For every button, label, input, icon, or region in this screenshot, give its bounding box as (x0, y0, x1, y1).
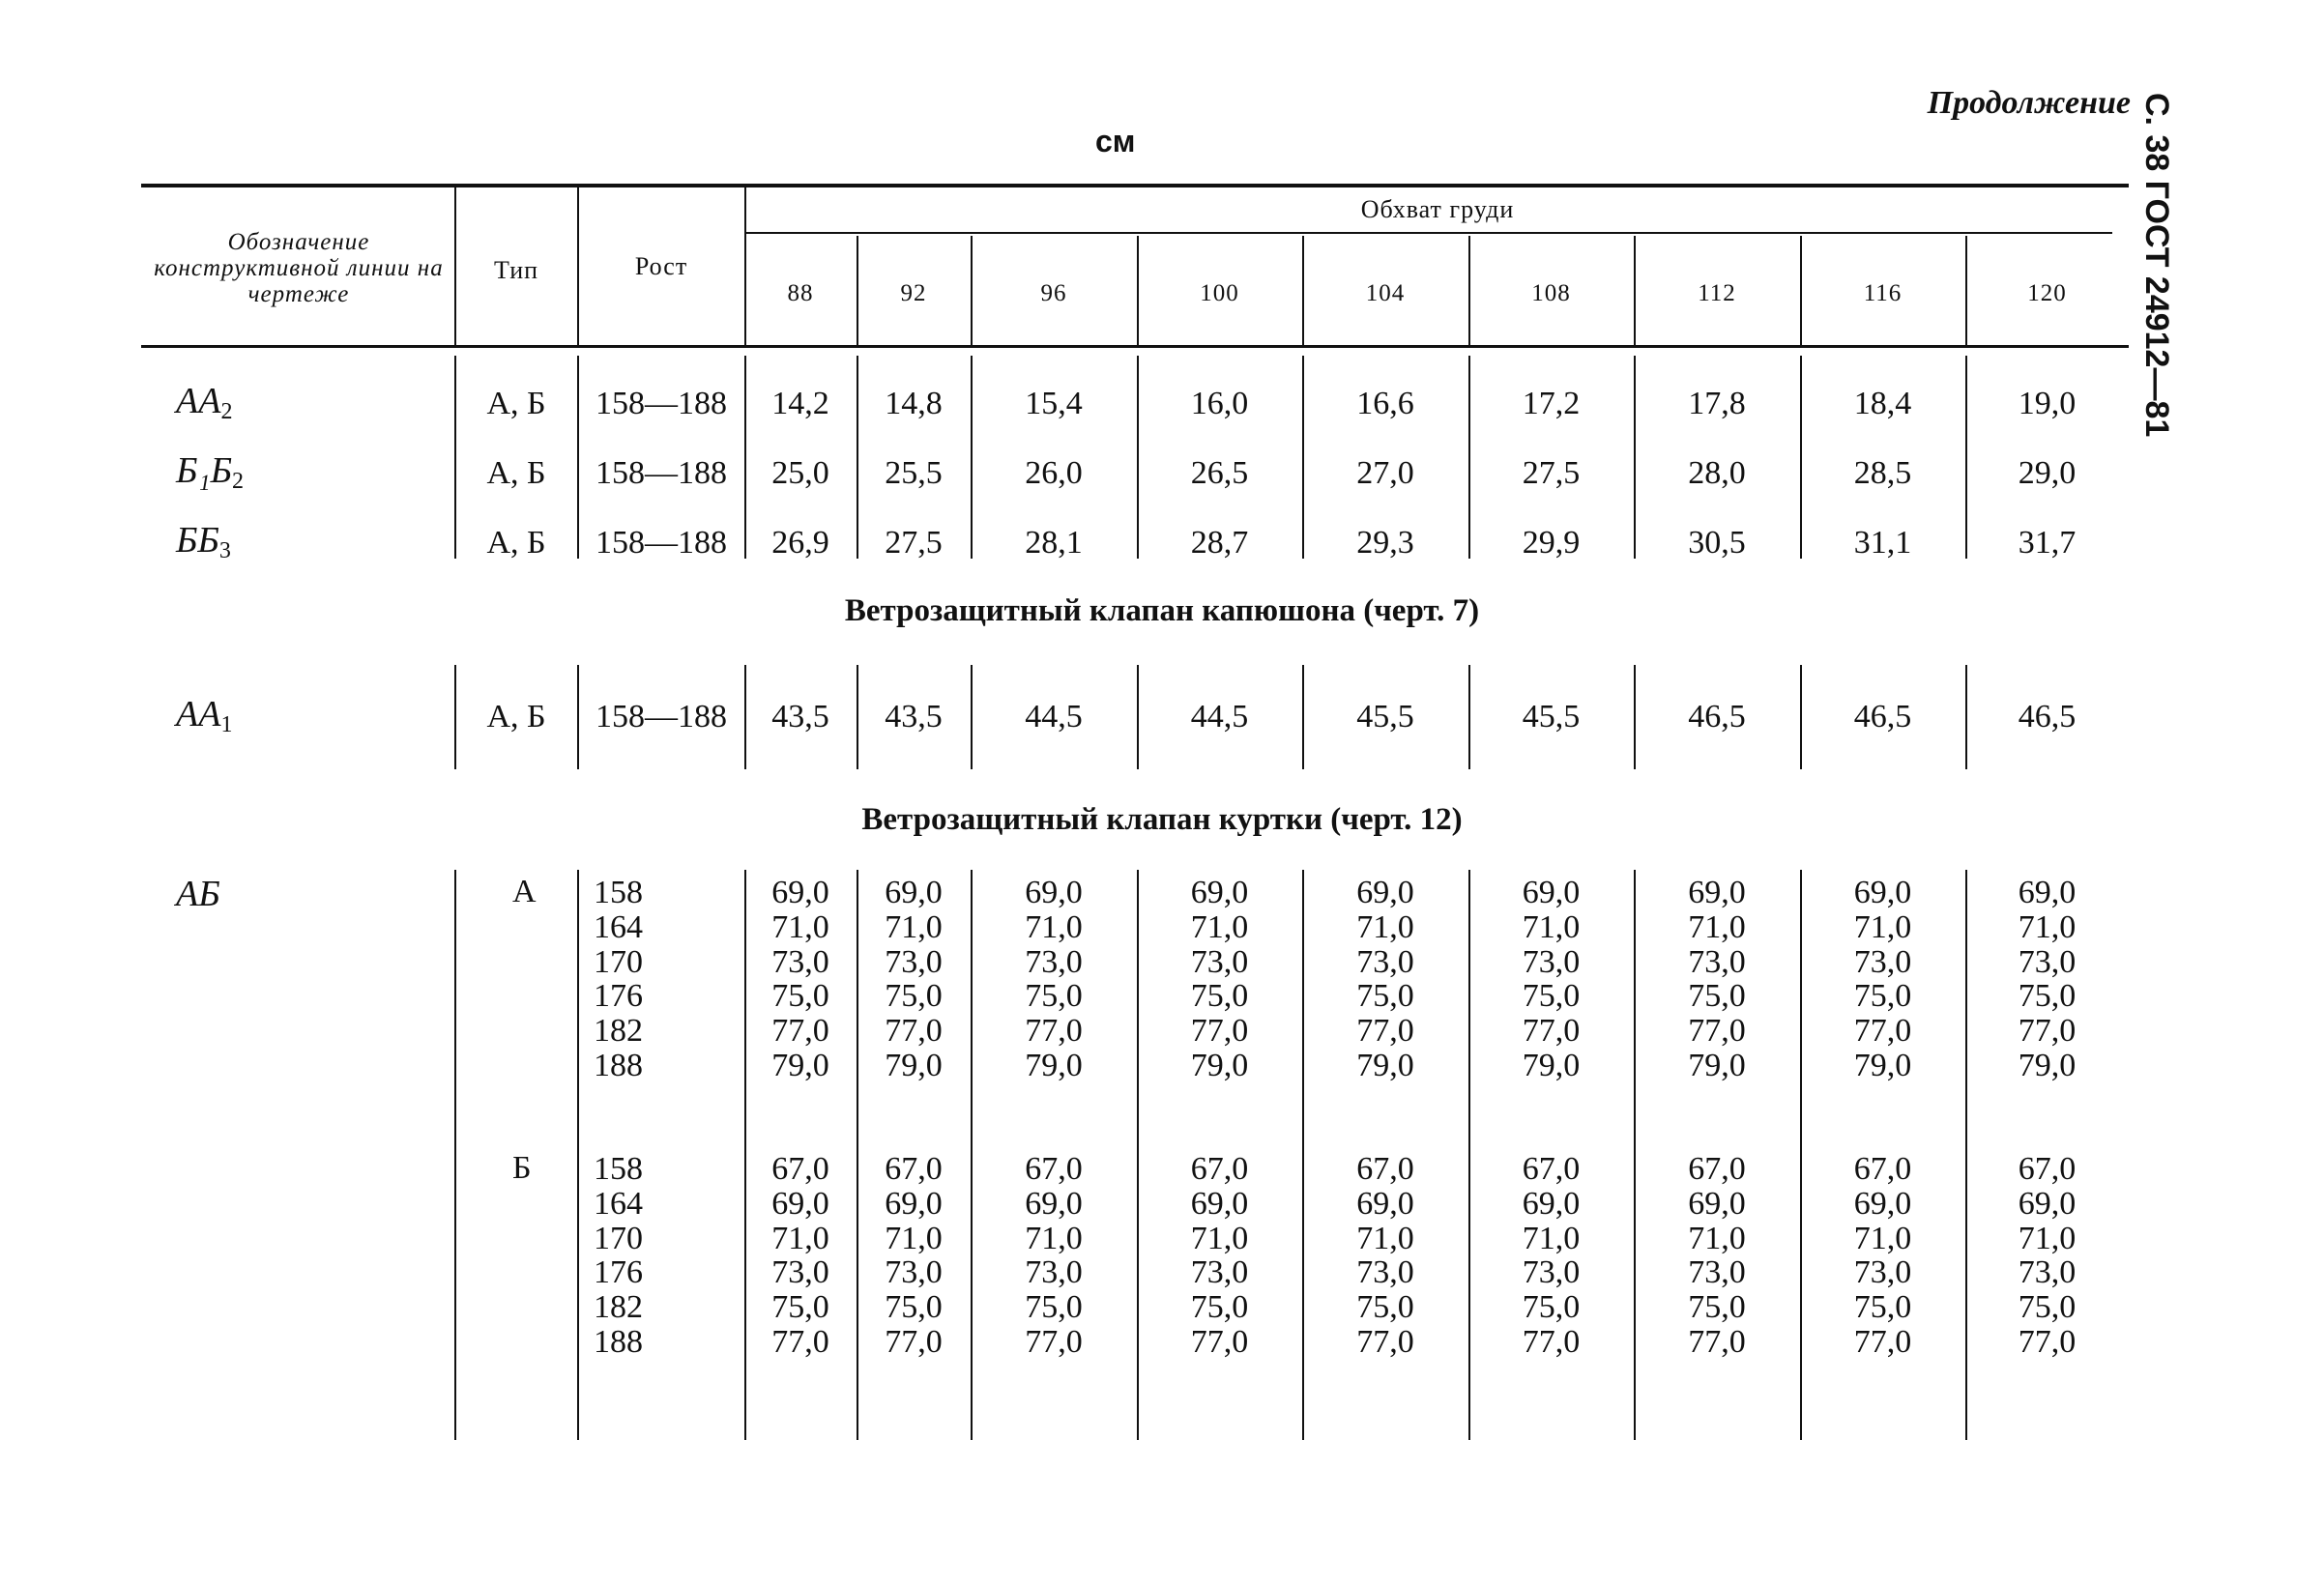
table-cell: 16,0 (1190, 386, 1249, 421)
table-cell: 71,0 (1190, 1220, 1249, 1256)
table-cell: 67,0 (771, 1151, 829, 1187)
header-designation: Обозначение конструктивной линии на чертеже (154, 228, 444, 307)
table-cell: 75,0 (1688, 1289, 1746, 1326)
table-cell: 79,0 (771, 1047, 829, 1083)
row-designation: АБ (176, 874, 220, 914)
table-cell: 25,5 (885, 455, 943, 491)
height-value: 164 (594, 1185, 643, 1222)
table-cell: 29,9 (1522, 525, 1581, 561)
size-header-88: 88 (787, 279, 814, 306)
table-cell: 31,7 (2018, 525, 2077, 561)
size-header-108: 108 (1531, 279, 1571, 306)
table-cell: 77,0 (1356, 1013, 1414, 1050)
table-cell: 69,0 (1025, 875, 1083, 910)
size-header-116: 116 (1863, 279, 1903, 306)
table-cell: 75,0 (1522, 1289, 1581, 1326)
table-cell: 71,0 (885, 908, 943, 945)
table-cell: 69,0 (1853, 875, 1912, 910)
value-column (1137, 1152, 1302, 1360)
unit-label: см (1095, 124, 1136, 158)
value-column (1468, 876, 1634, 1083)
value-column (1965, 876, 2129, 1083)
table-cell: 69,0 (885, 875, 943, 910)
value-column (971, 1152, 1137, 1360)
table-cell: 45,5 (1356, 699, 1414, 734)
table-cell: 16,6 (1356, 386, 1414, 421)
table-cell: 77,0 (1356, 1323, 1414, 1360)
table-cell: 69,0 (2018, 1185, 2077, 1222)
table-cell: 69,0 (1190, 1185, 1249, 1222)
size-header-112: 112 (1698, 279, 1736, 306)
height-value: 182 (594, 1013, 643, 1050)
continuation-label: Продолжение (1927, 85, 2131, 121)
row-height-range: 158—188 (596, 386, 727, 421)
table-cell: 14,2 (771, 386, 829, 421)
table-cell: 75,0 (1356, 1289, 1414, 1326)
table-cell: 67,0 (1190, 1151, 1249, 1187)
table-cell: 29,3 (1356, 525, 1414, 561)
table-cell: 69,0 (1356, 875, 1414, 910)
table-cell: 28,5 (1853, 455, 1912, 491)
table-cell: 79,0 (1025, 1047, 1083, 1083)
table-cell: 27,0 (1356, 455, 1414, 491)
designation-letters: ББ (176, 520, 219, 561)
table-cell: 71,0 (771, 1220, 829, 1256)
row-height-range: 158—188 (596, 699, 727, 734)
table-cell: 77,0 (771, 1013, 829, 1050)
group-type: А (512, 874, 537, 909)
value-column (1302, 876, 1468, 1083)
table-cell: 15,4 (1025, 386, 1083, 421)
table-cell: 77,0 (1853, 1323, 1912, 1360)
table-cell: 79,0 (2018, 1047, 2077, 1083)
value-column (1634, 1152, 1800, 1360)
height-value: 164 (594, 908, 643, 945)
table-cell: 75,0 (771, 1289, 829, 1326)
table-cell: 79,0 (1190, 1047, 1249, 1083)
table-cell: 19,0 (2018, 386, 2077, 421)
table-cell: 73,0 (1853, 1254, 1912, 1291)
designation-letters: Б₁Б (176, 450, 233, 491)
row-designation (176, 452, 244, 493)
value-column (1137, 876, 1302, 1083)
table-cell: 69,0 (771, 1185, 829, 1222)
table-cell: 67,0 (1356, 1151, 1414, 1187)
value-column (1800, 876, 1965, 1083)
row-height-range: 158—188 (596, 455, 727, 491)
value-column (971, 876, 1137, 1083)
table-cell: 79,0 (1853, 1047, 1912, 1083)
table-cell: 69,0 (1688, 875, 1746, 910)
table-cell: 77,0 (1853, 1013, 1912, 1050)
designation-subscript: 2 (220, 399, 233, 424)
column-rule (454, 870, 456, 1440)
table-cell: 71,0 (885, 1220, 943, 1256)
table-cell: 75,0 (1356, 978, 1414, 1015)
table-cell: 77,0 (1025, 1013, 1083, 1050)
value-column (1634, 876, 1800, 1083)
table-cell: 73,0 (885, 1254, 943, 1291)
table-cell: 67,0 (1025, 1151, 1083, 1187)
group-heights (594, 1152, 643, 1360)
table-cell: 71,0 (1853, 1220, 1912, 1256)
table-cell: 73,0 (1190, 943, 1249, 980)
table-cell: 71,0 (2018, 908, 2077, 945)
designation-subscript: 3 (218, 538, 231, 563)
table-cell: 73,0 (1356, 1254, 1414, 1291)
table-cell: 69,0 (1025, 1185, 1083, 1222)
table-cell: 44,5 (1190, 699, 1249, 734)
designation-subscript: 2 (232, 469, 245, 494)
table-cell: 30,5 (1688, 525, 1746, 561)
table-cell: 77,0 (885, 1323, 943, 1360)
table-cell: 73,0 (771, 943, 829, 980)
table-cell: 69,0 (1356, 1185, 1414, 1222)
table-cell: 71,0 (1522, 1220, 1581, 1256)
table-cell: 75,0 (1853, 978, 1912, 1015)
table-cell: 71,0 (1522, 908, 1581, 945)
table-cell: 77,0 (1688, 1323, 1746, 1360)
size-header-120: 120 (2027, 279, 2067, 306)
column-rule (577, 870, 579, 1440)
value-column (744, 1152, 857, 1360)
height-value: 182 (594, 1289, 643, 1326)
table-cell: 26,5 (1190, 455, 1249, 491)
table-cell: 75,0 (1190, 978, 1249, 1015)
table-cell: 69,0 (885, 1185, 943, 1222)
value-column (1800, 1152, 1965, 1360)
height-value: 170 (594, 1220, 643, 1256)
table-cell: 28,1 (1025, 525, 1083, 561)
table-cell: 71,0 (2018, 1220, 2077, 1256)
table-cell: 77,0 (885, 1013, 943, 1050)
row-type: А, Б (486, 455, 546, 491)
table-cell: 73,0 (1688, 943, 1746, 980)
table-cell: 26,0 (1025, 455, 1083, 491)
table-cell: 69,0 (1190, 875, 1249, 910)
row-designation (176, 522, 231, 562)
table-cell: 75,0 (2018, 978, 2077, 1015)
table-cell: 77,0 (1025, 1323, 1083, 1360)
table-cell: 71,0 (1853, 908, 1912, 945)
table-cell: 79,0 (1522, 1047, 1581, 1083)
row-designation (176, 383, 232, 423)
table-cell: 29,0 (2018, 455, 2077, 491)
table-cell: 75,0 (1190, 1289, 1249, 1326)
size-header-104: 104 (1365, 279, 1406, 306)
table-cell: 75,0 (1853, 1289, 1912, 1326)
table-cell: 77,0 (1190, 1013, 1249, 1050)
table-cell: 71,0 (1025, 1220, 1083, 1256)
table-cell: 77,0 (1522, 1013, 1581, 1050)
table-cell: 73,0 (1025, 1254, 1083, 1291)
header-bottom-rule (141, 345, 2129, 348)
table-cell: 43,5 (771, 699, 829, 734)
table-cell: 71,0 (1688, 1220, 1746, 1256)
size-header-96: 96 (1040, 279, 1067, 306)
table-cell: 69,0 (1522, 875, 1581, 910)
table-cell: 73,0 (1853, 943, 1912, 980)
table-cell: 77,0 (2018, 1323, 2077, 1360)
height-value: 158 (594, 875, 643, 910)
table-cell: 27,5 (885, 525, 943, 561)
table-cell: 73,0 (885, 943, 943, 980)
table-cell: 69,0 (771, 875, 829, 910)
table-cell: 73,0 (2018, 1254, 2077, 1291)
value-column (1965, 1152, 2129, 1360)
row-designation (176, 696, 232, 736)
table-cell: 14,8 (885, 386, 943, 421)
table-cell: 44,5 (1025, 699, 1083, 734)
table-cell: 73,0 (1688, 1254, 1746, 1291)
table-cell: 79,0 (1688, 1047, 1746, 1083)
table-cell: 69,0 (1853, 1185, 1912, 1222)
header-top-rule (141, 184, 2129, 187)
row-type: А, Б (486, 386, 546, 421)
table-cell: 45,5 (1522, 699, 1581, 734)
table-cell: 75,0 (771, 978, 829, 1015)
table-cell: 79,0 (885, 1047, 943, 1083)
value-column (744, 876, 857, 1083)
table-cell: 46,5 (1688, 699, 1746, 734)
table-cell: 67,0 (2018, 1151, 2077, 1187)
table-cell: 17,8 (1688, 386, 1746, 421)
table-cell: 25,0 (771, 455, 829, 491)
table-cell: 75,0 (1025, 1289, 1083, 1326)
size-header-100: 100 (1200, 279, 1239, 306)
height-value: 176 (594, 1254, 643, 1291)
table-cell: 69,0 (2018, 875, 2077, 910)
row-height-range: 158—188 (596, 525, 727, 561)
group-heights (594, 876, 643, 1083)
table-cell: 71,0 (1190, 908, 1249, 945)
table-cell: 73,0 (1190, 1254, 1249, 1291)
section-title-hood-flap: Ветрозащитный клапан капюшона (черт. 7) (844, 593, 1480, 628)
table-cell: 75,0 (1522, 978, 1581, 1015)
girth-rule (744, 232, 2112, 234)
table-cell: 71,0 (1025, 908, 1083, 945)
height-value: 188 (594, 1047, 643, 1083)
section-title-jacket-flap: Ветрозащитный клапан куртки (черт. 12) (861, 802, 1463, 837)
table-cell: 67,0 (885, 1151, 943, 1187)
table-cell: 26,9 (771, 525, 829, 561)
value-column (1468, 1152, 1634, 1360)
table-cell: 71,0 (771, 908, 829, 945)
table-cell: 27,5 (1522, 455, 1581, 491)
height-value: 176 (594, 978, 643, 1015)
group-type: Б (512, 1150, 532, 1186)
table-cell: 43,5 (885, 699, 943, 734)
table-cell: 73,0 (1522, 1254, 1581, 1291)
table-cell: 67,0 (1522, 1151, 1581, 1187)
table-cell: 46,5 (2018, 699, 2077, 734)
table-cell: 71,0 (1356, 1220, 1414, 1256)
value-column (857, 876, 971, 1083)
table-cell: 18,4 (1853, 386, 1912, 421)
table-cell: 69,0 (1688, 1185, 1746, 1222)
table-cell: 77,0 (2018, 1013, 2077, 1050)
height-value: 158 (594, 1151, 643, 1187)
value-column (1302, 1152, 1468, 1360)
table-cell: 67,0 (1688, 1151, 1746, 1187)
table-cell: 77,0 (771, 1323, 829, 1360)
row-type: А, Б (486, 525, 546, 561)
table-cell: 73,0 (2018, 943, 2077, 980)
table-cell: 75,0 (885, 1289, 943, 1326)
column-rule (577, 356, 579, 559)
table-cell: 28,0 (1688, 455, 1746, 491)
table-cell: 75,0 (885, 978, 943, 1015)
value-column (857, 1152, 971, 1360)
table-cell: 75,0 (1688, 978, 1746, 1015)
table-cell: 73,0 (1025, 943, 1083, 980)
column-rule (577, 665, 579, 769)
table-cell: 17,2 (1522, 386, 1581, 421)
table-cell: 77,0 (1190, 1323, 1249, 1360)
table-cell: 77,0 (1522, 1323, 1581, 1360)
table-cell: 28,7 (1190, 525, 1249, 561)
table-cell: 73,0 (1522, 943, 1581, 980)
standard-side-label: С. 38 ГОСТ 24912—81 (2138, 93, 2175, 438)
table-cell: 46,5 (1853, 699, 1912, 734)
height-value: 188 (594, 1323, 643, 1360)
header-type: Тип (493, 256, 539, 284)
table-cell: 69,0 (1522, 1185, 1581, 1222)
table-cell: 71,0 (1688, 908, 1746, 945)
designation-letters: АА (176, 381, 221, 421)
table-cell: 79,0 (1356, 1047, 1414, 1083)
table-cell: 31,1 (1853, 525, 1912, 561)
header-chest-girth: Обхват груди (1360, 195, 1515, 223)
table-cell: 73,0 (1356, 943, 1414, 980)
header-height: Рост (634, 252, 688, 280)
designation-letters: АА (176, 694, 221, 734)
table-cell: 75,0 (1025, 978, 1083, 1015)
height-value: 170 (594, 943, 643, 980)
table-cell: 77,0 (1688, 1013, 1746, 1050)
table-cell: 67,0 (1853, 1151, 1912, 1187)
table-cell: 71,0 (1356, 908, 1414, 945)
size-header-92: 92 (900, 279, 927, 306)
row-type: А, Б (486, 699, 546, 734)
table-cell: 75,0 (2018, 1289, 2077, 1326)
designation-subscript: 1 (220, 712, 233, 737)
table-cell: 73,0 (771, 1254, 829, 1291)
